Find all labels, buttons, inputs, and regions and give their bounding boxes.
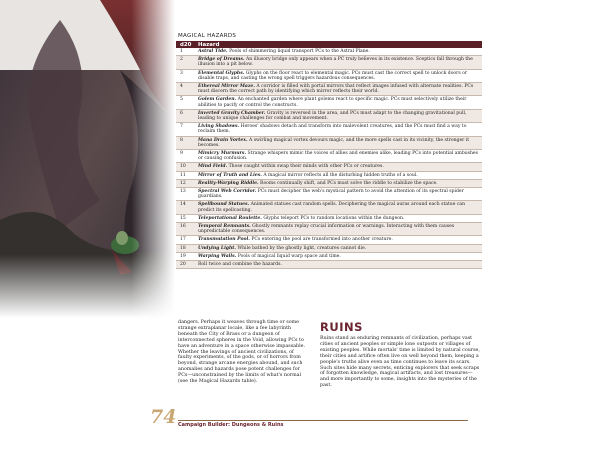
table-row xyxy=(176,261,482,269)
hazard-cell xyxy=(196,150,482,163)
roll-number: 11 xyxy=(176,171,196,179)
hazard-description: Gravity is reversed in the area, and PCs must adapt to the changing gravitational pull, leading to unique challenges for combat and movement. xyxy=(198,110,467,122)
hazard-name: Transmutation Pool. xyxy=(198,237,250,243)
hazard-name: Living Shadows. xyxy=(198,124,240,130)
hazard-name: Ethereal Mirror Maze. xyxy=(198,84,255,90)
table-row xyxy=(176,179,482,187)
hazard-description: Rooms continually shift, and PCs must solve the riddle to stabilize the space. xyxy=(260,180,438,186)
hazard-description: An enchanted garden where plant golems react to specific magic. PCs must selectively utilize their abilities to pacify or control the constructs. xyxy=(198,97,467,108)
footer-divider xyxy=(178,420,468,421)
roll-number: 13 xyxy=(176,188,196,201)
roll-number: 15 xyxy=(176,214,196,222)
roll-number: 1 xyxy=(176,48,196,56)
hazard-description: A swirling magical vortex devours magic, and the more spells cast in its vicinity, the stronger it becomes. xyxy=(198,137,470,148)
hazard-description: Animated statues cast random spells. Deciphering the magical auras around each statue can predict its spellcasting. xyxy=(198,202,466,213)
ruins-illustration xyxy=(0,0,175,318)
table-row xyxy=(176,163,482,171)
book-title: Campaign Builder: Dungeons & Ruins xyxy=(178,422,284,428)
hazard-description: PCs entering the pool are transformed into another creature. xyxy=(251,237,393,243)
hazard-cell xyxy=(196,261,482,269)
table-row xyxy=(176,83,482,96)
hazard-description: Roll twice and combine the hazards. xyxy=(198,262,282,268)
hazard-name: Mirror of Truth and Lies. xyxy=(198,172,262,178)
table-row xyxy=(176,214,482,222)
hazard-name: Mind Field. xyxy=(198,164,228,170)
hazard-name: Reality-Warping Riddle. xyxy=(198,180,259,186)
hazard-description: Pools of shimmering liquid transport PCs to the Astral Plane. xyxy=(229,49,370,54)
hazard-cell xyxy=(196,109,482,122)
hazard-cell xyxy=(196,56,482,69)
hazard-name: Elemental Glyphs. xyxy=(198,70,245,76)
table-row xyxy=(176,69,482,82)
roll-number: 18 xyxy=(176,244,196,252)
roll-number: 8 xyxy=(176,136,196,149)
roll-number: 10 xyxy=(176,163,196,171)
table-row xyxy=(176,201,482,214)
table-row xyxy=(176,252,482,260)
roll-number: 7 xyxy=(176,123,196,136)
hazard-cell xyxy=(196,123,482,136)
table-row xyxy=(176,48,482,56)
table-row xyxy=(176,136,482,149)
hazard-description: An illusory bridge only appears when a PC truly believes in its existence. Sceptics fall through the illusion into a pit below. xyxy=(198,57,473,68)
hazard-cell xyxy=(196,252,482,260)
roll-number: 20 xyxy=(176,261,196,269)
roll-number: 19 xyxy=(176,252,196,260)
hazard-description: Ghostly remnants replay crucial information or warnings. Interacting with them causes unpredictable consequences. xyxy=(198,224,455,235)
hazard-cell xyxy=(196,179,482,187)
ruins-section xyxy=(320,320,480,389)
column-header-d20: d20 xyxy=(176,41,196,48)
hazard-cell xyxy=(196,83,482,96)
hazard-name: Mana Drain Vortex. xyxy=(198,137,248,143)
hazard-cell xyxy=(196,201,482,214)
page-number: 74 xyxy=(150,406,177,428)
hazard-name: Undying Light. xyxy=(198,245,236,251)
hazard-description: Pools of magical liquid warp space and time. xyxy=(237,253,341,259)
roll-number: 4 xyxy=(176,83,196,96)
roll-number: 16 xyxy=(176,223,196,236)
roll-number: 6 xyxy=(176,109,196,122)
page-footer xyxy=(150,408,470,428)
hazard-cell xyxy=(196,244,482,252)
table-row xyxy=(176,109,482,122)
hazard-cell xyxy=(196,69,482,82)
table-row xyxy=(176,96,482,109)
hazard-cell xyxy=(196,136,482,149)
hazard-description: Those caught within swap their minds with other PCs or creatures. xyxy=(228,164,384,170)
hazard-description: A magical mirror reflects all the disturbing hidden truths of a soul. xyxy=(263,172,418,178)
table-body xyxy=(176,48,482,269)
hazard-name: Bridge of Dreams. xyxy=(198,57,245,63)
table-header-row xyxy=(176,41,482,48)
hazard-name: Inverted Gravity Chamber. xyxy=(198,110,266,116)
magical-hazards-table xyxy=(176,41,482,269)
ruins-heading: RUINS xyxy=(320,320,363,334)
hazard-cell xyxy=(196,96,482,109)
roll-number: 14 xyxy=(176,201,196,214)
table-row xyxy=(176,150,482,163)
hazard-cell xyxy=(196,188,482,201)
hazard-description: PCs must decipher the web's mystical pattern to avoid the attention of its spectral spider guardians. xyxy=(198,189,464,200)
roll-number: 3 xyxy=(176,69,196,82)
table-row xyxy=(176,171,482,179)
roll-number: 9 xyxy=(176,150,196,163)
table-row xyxy=(176,56,482,69)
hazard-name: Mimicry Murmurs. xyxy=(198,151,247,157)
roll-number: 12 xyxy=(176,179,196,187)
hazard-cell xyxy=(196,223,482,236)
hazard-description: Heroes' shadows detach and transform into malevolent creatures, and the PCs must find a way to reclaim them. xyxy=(198,124,467,135)
hazard-cell xyxy=(196,236,482,244)
magical-hazards-table-block xyxy=(176,33,482,269)
table-title: MAGICAL HAZARDS xyxy=(178,33,237,39)
hazard-cell xyxy=(196,163,482,171)
hazard-description: Strange whispers mimic the voices of allies and enemies alike, leading PCs into potential ambushes or causing confusion. xyxy=(198,151,478,162)
column-header-hazard: Hazard xyxy=(196,41,482,48)
hazard-cell xyxy=(196,171,482,179)
hazard-description: A corridor is filled with portal mirrors that reflect images infused with alternate realities. PCs must discern the correct path by identifying which mirror reflects their world. xyxy=(198,84,474,95)
hazard-cell xyxy=(196,48,482,56)
table-row xyxy=(176,123,482,136)
hazard-name: Temporal Remnants. xyxy=(198,224,251,230)
table-row xyxy=(176,223,482,236)
table-row xyxy=(176,188,482,201)
ruins-body: Ruins stand as enduring remnants of civilization, perhaps vast cities of ancient peoples or simple lone outposts or villages of existing peoples. While mortals' time is limited by natural course, their cities and artifice often live on well beyond them, keeping a people's truths alive even as time continues to leave its scars. Such sites hide many secrets, enticing explorers that seek scraps of forgotten knowledge, magical artifacts, and lost treasures—and more importantly to some, insights into the mysteries of the past. xyxy=(320,336,480,389)
table-row xyxy=(176,236,482,244)
hazard-cell xyxy=(196,214,482,222)
roll-number: 5 xyxy=(176,96,196,109)
roll-number: 17 xyxy=(176,236,196,244)
roll-number: 2 xyxy=(176,56,196,69)
hazard-name: Spellbound Statues. xyxy=(198,202,250,208)
hazard-name: Astral Tide. xyxy=(198,49,228,54)
hazard-description: Glyphs teleport PCs to random locations within the dungeon. xyxy=(263,215,405,221)
table-row xyxy=(176,244,482,252)
hazard-description: While bathed by the ghostly light, creatures cannot die. xyxy=(237,245,367,251)
illustration-art xyxy=(0,0,175,318)
hazard-name: Golem Garden. xyxy=(198,97,237,103)
hazard-name: Teleportational Roulette. xyxy=(198,215,262,221)
hazard-name: Warping Walls. xyxy=(198,253,237,259)
hazard-name: Spectral Web Corridor. xyxy=(198,189,257,195)
hazard-description: Glyphs on the floor react to elemental magic. PCs must cast the correct spell to unlock doors or disable traps, and casting the wrong spell triggers hazardous consequences. xyxy=(198,70,468,81)
body-text-left: dangers. Perhaps it weaves through time or some strange extraplanar locale, like a fee labyrinth beneath the City of Brass or a dungeon of interconnected spheres in the Void, allowing PCs to have an adventure in a space otherwise impassable. Whether the leavings of ancient civilizations, of faulty experiments, of the gods, or of horrors from beyond, strange arcane energies abound, and such anomalies and hazards pose potent challenges for PCs—unconstrained by the limits of what's normal (see the Magical Hazards table). xyxy=(178,320,305,385)
